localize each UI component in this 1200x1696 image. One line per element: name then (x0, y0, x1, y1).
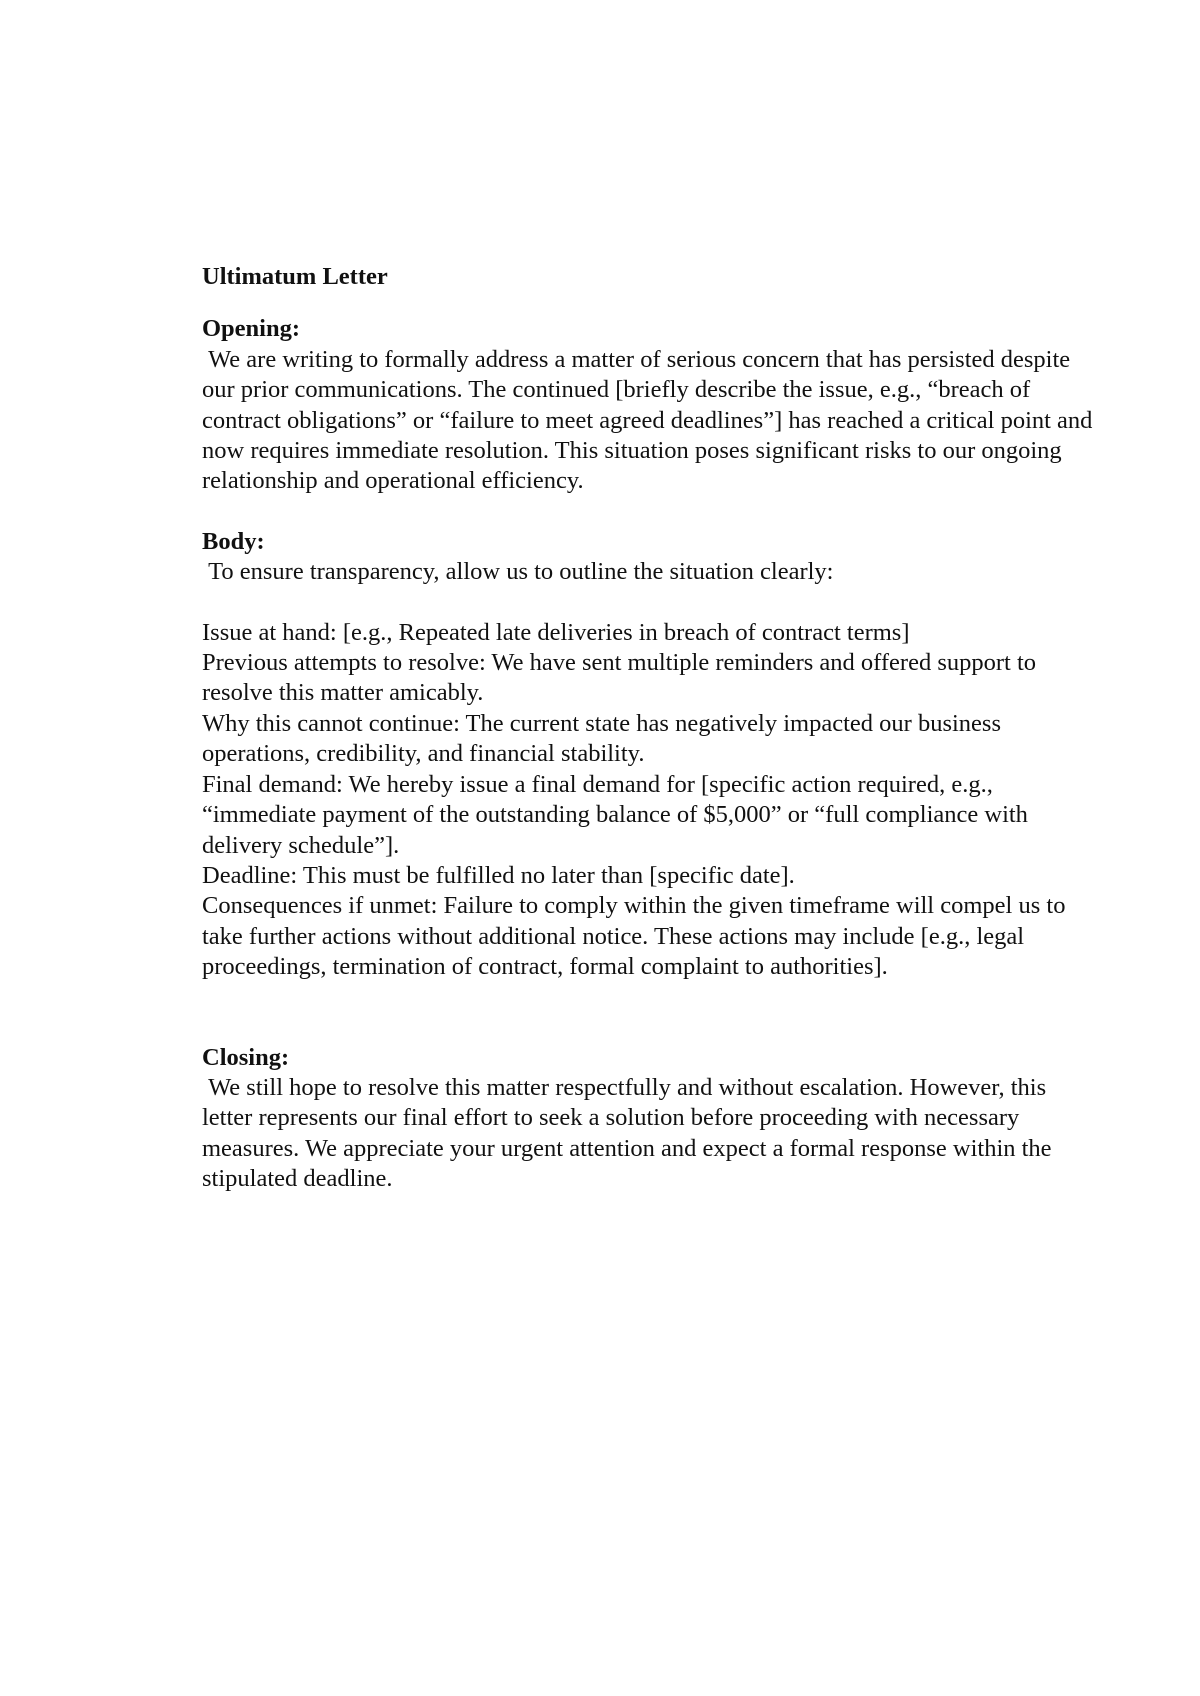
opening-section (202, 314, 1102, 496)
body-item-deadline: Deadline: This must be fulfilled no later than [specific date]. (202, 861, 795, 889)
letter-content (202, 262, 1102, 1195)
body-items-list (202, 618, 1102, 983)
closing-heading: Closing: (202, 1043, 290, 1071)
body-item-why-not-continue: Why this cannot continue: The current state has negatively impacted our business operations, credibility, and financial stability. (202, 709, 1001, 768)
body-item-consequences: Consequences if unmet: Failure to comply within the given timeframe will compel us to take further actions without additional notice. These actions may include [e.g., legal proceedings, termination of contract, formal complaint to authorities]. (202, 892, 1066, 981)
document-title: Ultimatum Letter (202, 263, 388, 290)
body-item-issue: Issue at hand: [e.g., Repeated late deliveries in breach of contract terms] (202, 618, 910, 646)
body-heading: Body: (202, 527, 265, 555)
opening-paragraph: We are writing to formally address a matter of serious concern that has persisted despite our prior communications. The continued [briefly describe the issue, e.g., “breach of contract obligations” or “failure to meet agreed deadlines”] has reached a critical point and now requires immediate resolution. This situation poses significant risks to our ongoing relationship and operational efficiency. (202, 345, 1099, 495)
body-intro: To ensure transparency, allow us to outline the situation clearly: (202, 558, 834, 586)
body-section (202, 527, 1102, 983)
body-item-final-demand: Final demand: We hereby issue a final demand for [specific action required, e.g., “immediate payment of the outstanding balance of $5,000” or “full compliance with delivery schedule”]. (202, 770, 1028, 859)
closing-paragraph: We still hope to resolve this matter respectfully and without escalation. However, this letter represents our final effort to seek a solution before proceeding with necessary measures. We appreciate your urgent attention and expect a formal response within the stipulated deadline. (202, 1073, 1058, 1193)
body-item-previous-attempts: Previous attempts to resolve: We have sent multiple reminders and offered support to resolve this matter amicably. (202, 649, 1037, 707)
opening-heading: Opening: (202, 315, 301, 343)
closing-section (202, 1043, 1102, 1195)
